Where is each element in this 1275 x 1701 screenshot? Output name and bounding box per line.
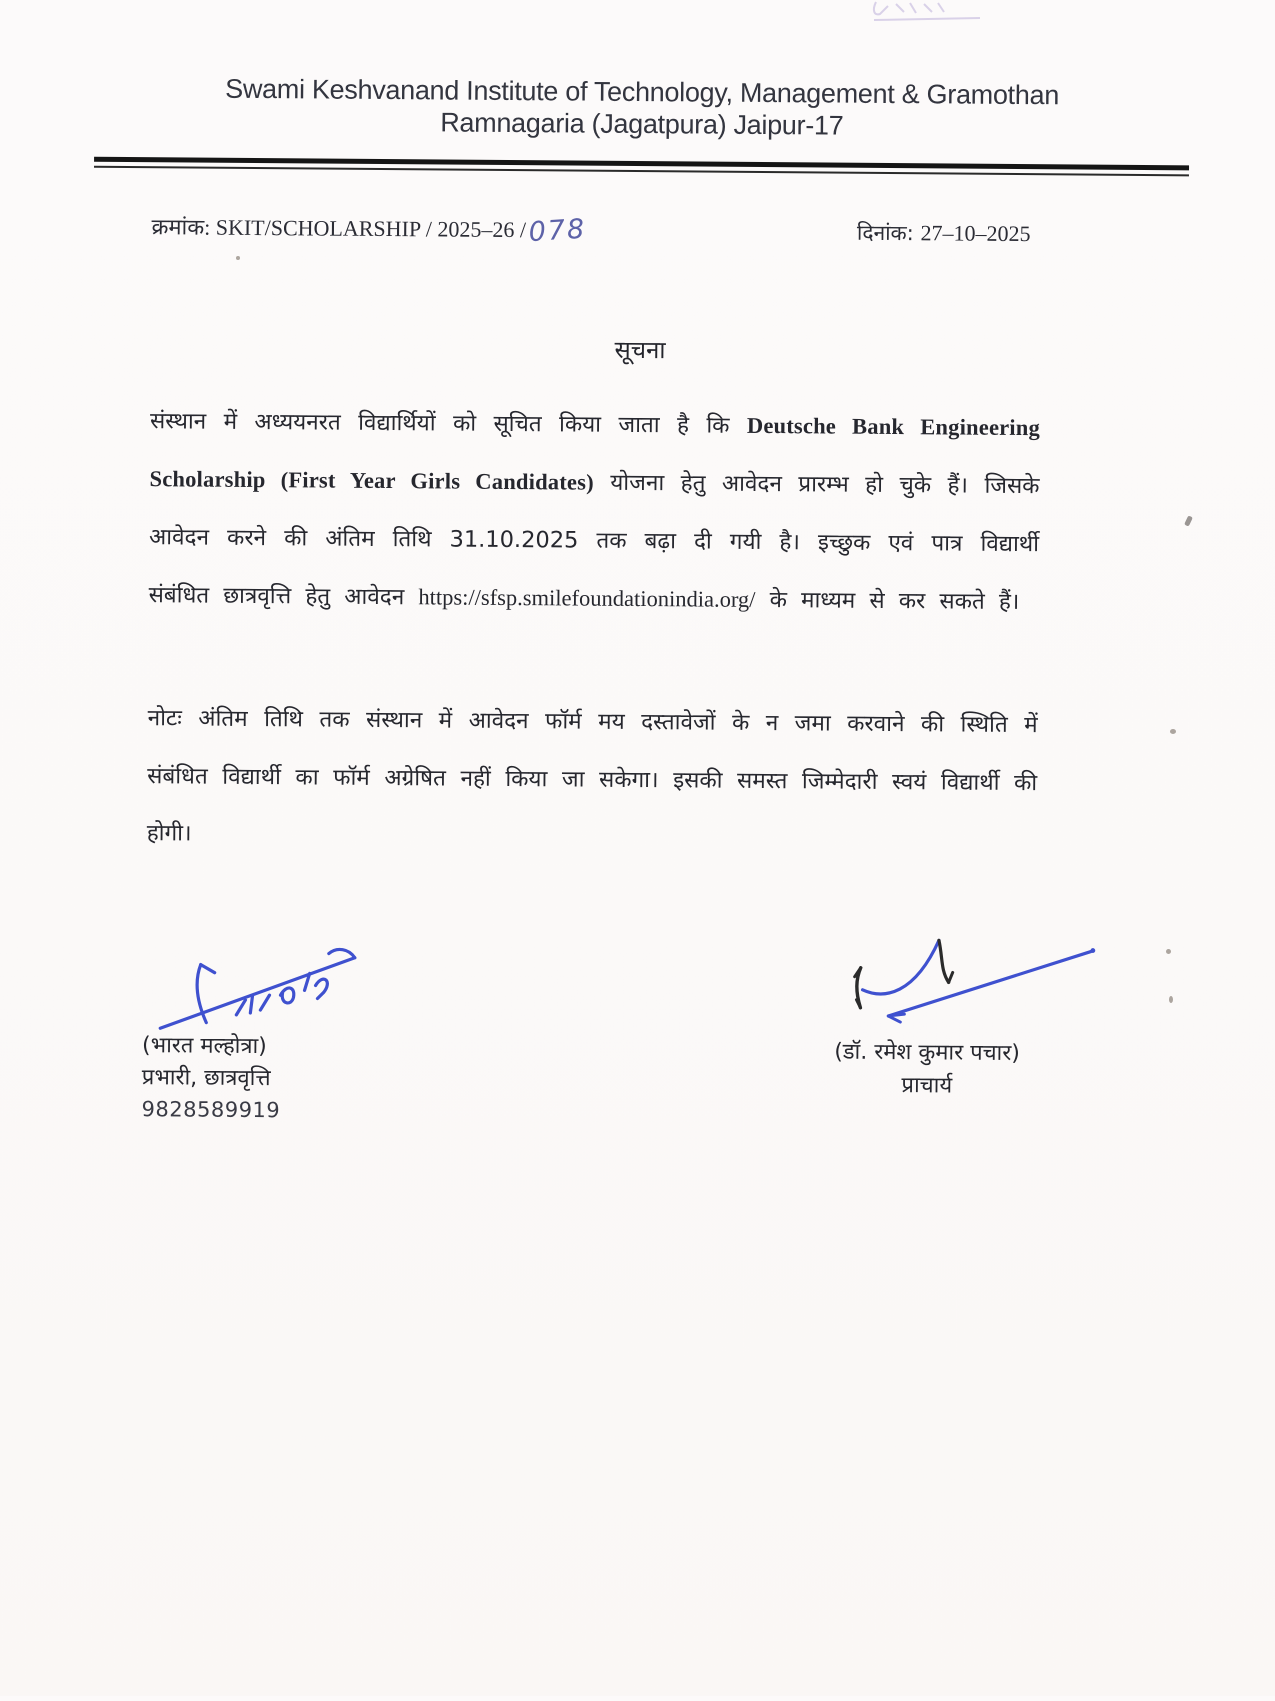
handwritten-serial-number: 078 [527,213,587,248]
date-value: 27–10–2025 [920,219,1031,246]
double-rule-divider [94,156,1189,176]
left-signature-icon [152,933,383,1047]
scan-speck [236,256,240,260]
application-url: https://sfsp.smilefoundationindia.org/ [418,584,756,612]
scholarship-name-bold: Deutsche Bank Engineering Scholarship (First Year Girls Candidates) [149,412,1041,495]
left-signatory-phone: 9828589919 [141,1097,281,1123]
date-label: दिनांक: [856,220,914,245]
date-field [857,218,1031,247]
right-signatory-block [757,927,1098,1104]
body-segment-1: संस्थान में अध्ययनरत विद्यार्थियों को सूचित किया जाता है कि [149,407,748,439]
reference-number-label: क्रमांक: SKIT/SCHOLARSHIP / 2025–26 / [151,213,527,242]
right-signature-icon [792,928,1103,1030]
notice-body-paragraph [148,392,1040,631]
left-signatory-block [141,923,473,1128]
notice-heading: सूचना [614,335,666,364]
reference-row [151,210,1030,248]
right-signatory-name: (डॉ. रमेश कुमार पचार) [834,1039,1020,1067]
scan-speck [1166,949,1171,954]
body-segment-2: योजना हेतु आवेदन प्रारम्भ हो चुके हैं। जिसके आवेदन करने की अंतिम तिथि 31.10.2025 तक बढ़ा दी गयी है। इच्छुक एवं पात्र विद्यार्थी संबंधित छात्रवृत्ति हेतु आवेदन [148,469,1040,611]
scan-speck [1169,996,1173,1003]
faint-handwritten-mark [868,0,988,26]
left-signatory-title: प्रभारी, छात्रवृत्ति [141,1065,271,1092]
note-paragraph: नोटः अंतिम तिथि तक संस्थान में आवेदन फॉर्म मय दस्तावेजों के न जमा करवाने की स्थिति में संबंधित विद्यार्थी का फॉर्म अग्रेषित नहीं किया जा सकेगा। इसकी समस्त जिम्मेदारी स्वयं विद्यार्थी की होगी। [146,705,1038,847]
signature-row [0,921,1273,1191]
institute-name: Swami Keshvanand Institute of Technology, Management & Gramothan [225,73,1060,111]
scan-speck [1170,729,1176,734]
letterhead [4,0,1275,146]
body-segment-3: के माध्यम से कर सकते हैं। [755,586,1020,615]
institute-address: Ramnagaria (Jagatpura) Jaipur-17 [440,107,844,141]
left-signatory-name: (भारत मल्होत्रा) [141,1033,267,1060]
reference-number [151,210,587,248]
right-signatory-title: प्राचार्य [901,1073,953,1099]
